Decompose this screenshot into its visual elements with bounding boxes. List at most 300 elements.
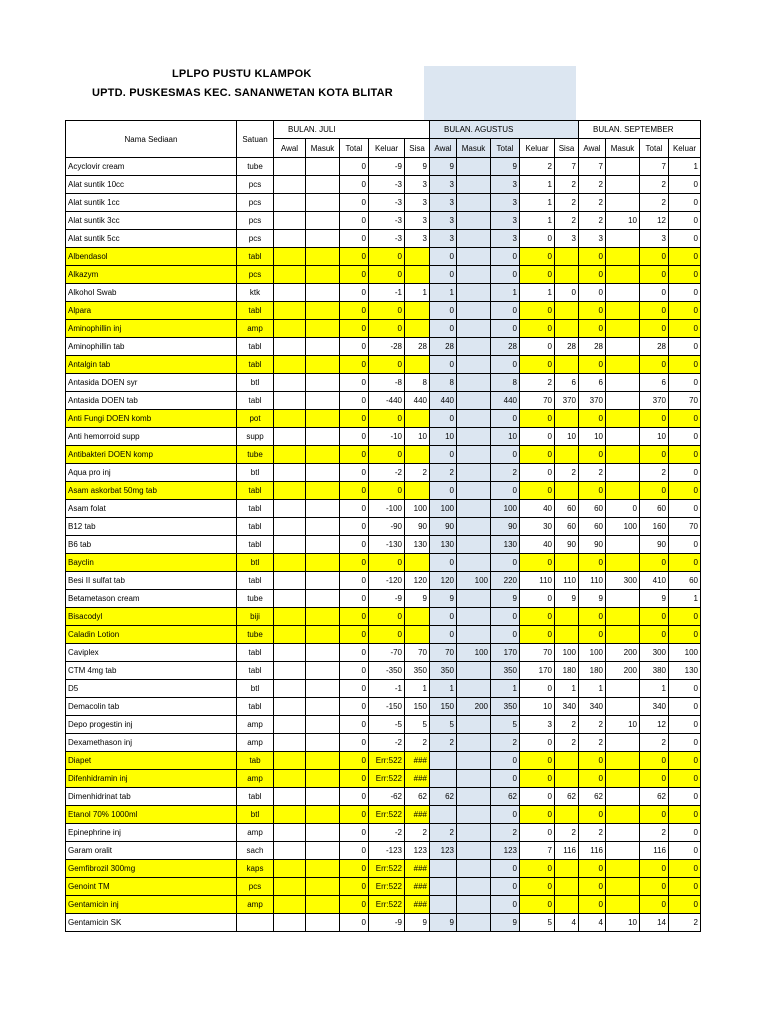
cell-awal: 130 (430, 536, 457, 554)
cell-keluar: -3 (369, 194, 405, 212)
cell-total: 0 (340, 410, 369, 428)
cell-total: 0 (340, 158, 369, 176)
cell-awal (430, 752, 457, 770)
cell-sisa (405, 482, 430, 500)
cell-keluar: 0 (669, 194, 701, 212)
cell-awal: 0 (430, 482, 457, 500)
cell-masuk (306, 770, 340, 788)
cell-awal: 10 (430, 428, 457, 446)
cell-keluar: 1 (520, 194, 555, 212)
cell-masuk (606, 536, 640, 554)
drug-unit: tube (237, 626, 274, 644)
cell-masuk: 200 (606, 644, 640, 662)
cell-awal: 0 (579, 284, 606, 302)
cell-awal: 0 (579, 446, 606, 464)
cell-sisa: 2 (555, 194, 579, 212)
table-row (66, 176, 701, 194)
cell-keluar: 0 (520, 464, 555, 482)
cell-keluar: Err:522 (369, 896, 405, 914)
drug-name: Albendasol (66, 248, 237, 266)
cell-awal: 0 (579, 878, 606, 896)
drug-name: Acyclovir cream (66, 158, 237, 176)
drug-unit: tabl (237, 572, 274, 590)
cell-awal: 0 (430, 356, 457, 374)
cell-total: 0 (340, 590, 369, 608)
table-row (66, 896, 701, 914)
cell-masuk (606, 410, 640, 428)
cell-keluar: -2 (369, 824, 405, 842)
drug-name: Alpara (66, 302, 237, 320)
cell-awal: 9 (430, 914, 457, 932)
cell-sisa (405, 266, 430, 284)
cell-masuk (306, 662, 340, 680)
cell-total: 0 (491, 860, 520, 878)
table-row (66, 338, 701, 356)
cell-masuk (457, 860, 491, 878)
cell-keluar: 2 (520, 374, 555, 392)
cell-keluar: -70 (369, 644, 405, 662)
cell-awal: 90 (579, 536, 606, 554)
cell-total: 0 (340, 842, 369, 860)
drug-name: Diapet (66, 752, 237, 770)
cell-awal: 0 (430, 410, 457, 428)
cell-awal: 0 (430, 626, 457, 644)
drug-unit: tabl (237, 500, 274, 518)
cell-awal: 340 (579, 698, 606, 716)
subheader-masuk: Masuk (606, 139, 640, 158)
cell-keluar: 0 (669, 680, 701, 698)
cell-total: 12 (640, 212, 669, 230)
cell-masuk (306, 716, 340, 734)
cell-awal: 100 (579, 644, 606, 662)
cell-keluar: 100 (669, 644, 701, 662)
table-row (66, 806, 701, 824)
cell-total: 90 (491, 518, 520, 536)
cell-awal (274, 590, 306, 608)
cell-awal (274, 158, 306, 176)
cell-keluar: 0 (369, 320, 405, 338)
cell-keluar: 0 (669, 428, 701, 446)
cell-sisa: 90 (555, 536, 579, 554)
cell-awal: 0 (579, 608, 606, 626)
cell-masuk (457, 338, 491, 356)
cell-keluar: 0 (669, 338, 701, 356)
cell-awal (274, 392, 306, 410)
cell-masuk (457, 482, 491, 500)
cell-keluar: -8 (369, 374, 405, 392)
table-row (66, 644, 701, 662)
cell-awal (274, 752, 306, 770)
cell-sisa: ### (405, 896, 430, 914)
cell-awal (274, 644, 306, 662)
table-row (66, 608, 701, 626)
cell-masuk (606, 590, 640, 608)
cell-awal: 2 (579, 464, 606, 482)
cell-keluar: 0 (520, 302, 555, 320)
cell-awal: 0 (430, 248, 457, 266)
cell-awal (274, 626, 306, 644)
cell-total: 0 (340, 446, 369, 464)
cell-keluar: 2 (520, 158, 555, 176)
cell-keluar: Err:522 (369, 878, 405, 896)
cell-total: 0 (340, 266, 369, 284)
cell-masuk (457, 446, 491, 464)
cell-keluar: 0 (669, 788, 701, 806)
drug-name: Demacolin tab (66, 698, 237, 716)
cell-total: 220 (491, 572, 520, 590)
cell-masuk (457, 518, 491, 536)
cell-sisa: 440 (405, 392, 430, 410)
cell-total: 0 (640, 266, 669, 284)
cell-awal (430, 878, 457, 896)
cell-awal: 3 (579, 230, 606, 248)
cell-sisa (405, 554, 430, 572)
cell-masuk (606, 788, 640, 806)
cell-sisa: 28 (555, 338, 579, 356)
drug-unit: supp (237, 428, 274, 446)
cell-sisa: 370 (555, 392, 579, 410)
cell-keluar: 0 (520, 320, 555, 338)
drug-name: Aminophillin tab (66, 338, 237, 356)
cell-total: 0 (340, 734, 369, 752)
cell-masuk (457, 914, 491, 932)
cell-keluar: Err:522 (369, 806, 405, 824)
cell-total: 62 (640, 788, 669, 806)
cell-awal (274, 878, 306, 896)
cell-total: 0 (340, 554, 369, 572)
cell-keluar: 0 (369, 554, 405, 572)
cell-awal: 120 (430, 572, 457, 590)
cell-total: 0 (491, 302, 520, 320)
cell-keluar: 0 (669, 770, 701, 788)
table-row (66, 500, 701, 518)
col-satuan: Satuan (237, 121, 274, 158)
cell-awal: 350 (430, 662, 457, 680)
cell-sisa (555, 806, 579, 824)
drug-name: Gentamicin SK (66, 914, 237, 932)
cell-masuk (606, 842, 640, 860)
cell-awal: 0 (430, 266, 457, 284)
cell-keluar: 7 (520, 842, 555, 860)
cell-masuk (306, 266, 340, 284)
cell-masuk (606, 824, 640, 842)
cell-keluar: 0 (669, 284, 701, 302)
drug-unit: btl (237, 464, 274, 482)
cell-masuk (306, 248, 340, 266)
drug-name: Asam askorbat 50mg tab (66, 482, 237, 500)
cell-keluar: Err:522 (369, 860, 405, 878)
cell-awal (274, 302, 306, 320)
cell-sisa (555, 410, 579, 428)
cell-masuk (606, 356, 640, 374)
cell-total: 3 (491, 194, 520, 212)
cell-masuk (606, 266, 640, 284)
cell-masuk (306, 320, 340, 338)
cell-keluar: 0 (669, 248, 701, 266)
cell-sisa: ### (405, 752, 430, 770)
cell-masuk (306, 338, 340, 356)
cell-awal: 0 (430, 554, 457, 572)
cell-masuk (457, 248, 491, 266)
cell-awal: 4 (579, 914, 606, 932)
cell-masuk (306, 464, 340, 482)
cell-total: 100 (491, 500, 520, 518)
cell-awal (274, 896, 306, 914)
cell-total: 0 (340, 212, 369, 230)
cell-masuk (606, 608, 640, 626)
cell-sisa (555, 752, 579, 770)
drug-unit: pcs (237, 230, 274, 248)
table-row (66, 860, 701, 878)
table-row (66, 302, 701, 320)
cell-keluar: -2 (369, 734, 405, 752)
drug-name: Asam folat (66, 500, 237, 518)
cell-awal: 0 (579, 896, 606, 914)
cell-total: 2 (640, 194, 669, 212)
cell-keluar: 0 (669, 860, 701, 878)
cell-total: 0 (340, 320, 369, 338)
cell-sisa: 10 (405, 428, 430, 446)
cell-masuk (306, 914, 340, 932)
cell-keluar: 40 (520, 500, 555, 518)
cell-total: 0 (340, 770, 369, 788)
cell-keluar: 0 (669, 716, 701, 734)
cell-keluar: 0 (669, 842, 701, 860)
cell-masuk: 200 (606, 662, 640, 680)
cell-masuk (306, 698, 340, 716)
cell-masuk (606, 896, 640, 914)
cell-masuk (457, 176, 491, 194)
cell-keluar: 0 (669, 608, 701, 626)
cell-masuk (606, 446, 640, 464)
cell-keluar: 0 (520, 608, 555, 626)
drug-name: Dexamethason inj (66, 734, 237, 752)
cell-total: 6 (640, 374, 669, 392)
cell-masuk (306, 824, 340, 842)
drug-unit: pcs (237, 194, 274, 212)
cell-sisa: 2 (555, 212, 579, 230)
drug-unit: biji (237, 608, 274, 626)
cell-keluar: 1 (520, 212, 555, 230)
subheader-sisa: Sisa (555, 139, 579, 158)
cell-sisa: 340 (555, 698, 579, 716)
cell-sisa: 123 (405, 842, 430, 860)
cell-keluar: -90 (369, 518, 405, 536)
cell-total: 0 (340, 914, 369, 932)
drug-name: B6 tab (66, 536, 237, 554)
cell-keluar: 3 (520, 716, 555, 734)
cell-total: 300 (640, 644, 669, 662)
cell-sisa: 2 (555, 734, 579, 752)
cell-sisa: 1 (405, 680, 430, 698)
cell-masuk (306, 680, 340, 698)
cell-total: 0 (340, 860, 369, 878)
cell-awal: 0 (430, 608, 457, 626)
cell-total: 2 (640, 824, 669, 842)
table-row (66, 554, 701, 572)
cell-masuk (457, 428, 491, 446)
cell-total: 0 (491, 266, 520, 284)
cell-awal: 0 (579, 752, 606, 770)
cell-awal (274, 572, 306, 590)
cell-keluar: 0 (520, 806, 555, 824)
cell-keluar: -9 (369, 158, 405, 176)
cell-keluar: 0 (520, 338, 555, 356)
cell-keluar: 0 (369, 356, 405, 374)
cell-keluar: -62 (369, 788, 405, 806)
table-row (66, 914, 701, 932)
cell-sisa: 9 (405, 914, 430, 932)
cell-keluar: 0 (669, 878, 701, 896)
cell-awal: 0 (579, 806, 606, 824)
cell-keluar: 110 (520, 572, 555, 590)
cell-keluar: 0 (669, 752, 701, 770)
cell-masuk (457, 320, 491, 338)
subheader-awal: Awal (274, 139, 306, 158)
cell-masuk (606, 554, 640, 572)
drug-unit: pcs (237, 266, 274, 284)
cell-masuk: 200 (457, 698, 491, 716)
drug-name: Besi II sulfat tab (66, 572, 237, 590)
cell-total: 130 (491, 536, 520, 554)
cell-sisa: 5 (405, 716, 430, 734)
cell-masuk (606, 302, 640, 320)
cell-masuk (306, 194, 340, 212)
cell-masuk (306, 176, 340, 194)
cell-total: 0 (340, 356, 369, 374)
cell-sisa: 2 (405, 824, 430, 842)
cell-total: 3 (491, 176, 520, 194)
cell-masuk (457, 896, 491, 914)
cell-total: 0 (640, 446, 669, 464)
cell-total: 0 (340, 788, 369, 806)
cell-sisa: ### (405, 770, 430, 788)
table-row (66, 428, 701, 446)
cell-sisa: 3 (405, 176, 430, 194)
drug-name: Garam oralit (66, 842, 237, 860)
cell-masuk (306, 644, 340, 662)
drug-name: D5 (66, 680, 237, 698)
cell-masuk (457, 608, 491, 626)
drug-unit: pcs (237, 212, 274, 230)
table-row (66, 266, 701, 284)
cell-total: 0 (340, 464, 369, 482)
subheader-keluar: Keluar (669, 139, 701, 158)
cell-total: 0 (340, 392, 369, 410)
table-row (66, 878, 701, 896)
cell-awal (274, 374, 306, 392)
cell-total: 0 (640, 608, 669, 626)
header-blue-block (424, 66, 576, 120)
cell-total: 7 (640, 158, 669, 176)
drug-unit: tabl (237, 698, 274, 716)
cell-sisa (405, 608, 430, 626)
cell-awal: 9 (430, 158, 457, 176)
cell-masuk (306, 752, 340, 770)
cell-awal (274, 680, 306, 698)
cell-keluar: 0 (520, 590, 555, 608)
cell-masuk (457, 536, 491, 554)
drug-unit: amp (237, 716, 274, 734)
cell-total: 350 (491, 698, 520, 716)
cell-total: 0 (340, 626, 369, 644)
table-row (66, 158, 701, 176)
cell-total: 0 (340, 428, 369, 446)
cell-awal (274, 842, 306, 860)
cell-keluar: -3 (369, 176, 405, 194)
cell-sisa (555, 446, 579, 464)
drug-unit: tabl (237, 482, 274, 500)
table-row (66, 248, 701, 266)
cell-keluar: 0 (369, 410, 405, 428)
cell-total: 0 (340, 824, 369, 842)
cell-sisa: ### (405, 878, 430, 896)
cell-total: 0 (340, 716, 369, 734)
cell-awal (274, 410, 306, 428)
cell-keluar: 0 (669, 446, 701, 464)
cell-masuk (606, 482, 640, 500)
cell-masuk (306, 806, 340, 824)
cell-sisa (555, 770, 579, 788)
cell-masuk (306, 158, 340, 176)
drug-name: Anti hemorroid supp (66, 428, 237, 446)
cell-awal: 7 (579, 158, 606, 176)
cell-total: 0 (340, 662, 369, 680)
cell-sisa (405, 248, 430, 266)
cell-awal (274, 482, 306, 500)
drug-name: Etanol 70% 1000ml (66, 806, 237, 824)
cell-masuk (306, 860, 340, 878)
cell-total: 0 (640, 356, 669, 374)
cell-total: 340 (640, 698, 669, 716)
cell-sisa (405, 302, 430, 320)
table-row (66, 788, 701, 806)
cell-sisa: 3 (555, 230, 579, 248)
cell-sisa: 100 (405, 500, 430, 518)
cell-keluar: -2 (369, 464, 405, 482)
cell-sisa: ### (405, 860, 430, 878)
cell-sisa (555, 302, 579, 320)
drug-name: Alkazym (66, 266, 237, 284)
cell-sisa: 1 (555, 680, 579, 698)
cell-total: 3 (491, 230, 520, 248)
cell-keluar: 2 (669, 914, 701, 932)
cell-total: 2 (491, 824, 520, 842)
cell-sisa: 90 (405, 518, 430, 536)
cell-awal (274, 446, 306, 464)
cell-sisa (555, 608, 579, 626)
cell-awal (274, 464, 306, 482)
cell-awal: 0 (579, 482, 606, 500)
drug-unit: tabl (237, 392, 274, 410)
cell-keluar: -9 (369, 914, 405, 932)
cell-awal (430, 806, 457, 824)
cell-masuk: 10 (606, 716, 640, 734)
cell-total: 160 (640, 518, 669, 536)
drug-unit: tube (237, 446, 274, 464)
cell-total: 0 (340, 896, 369, 914)
cell-total: 2 (640, 734, 669, 752)
table-row (66, 482, 701, 500)
cell-sisa: 2 (405, 734, 430, 752)
cell-total: 0 (640, 860, 669, 878)
cell-keluar: 0 (669, 554, 701, 572)
cell-total: 116 (640, 842, 669, 860)
cell-keluar: -123 (369, 842, 405, 860)
table-row (66, 374, 701, 392)
cell-masuk (306, 878, 340, 896)
cell-sisa: 8 (405, 374, 430, 392)
